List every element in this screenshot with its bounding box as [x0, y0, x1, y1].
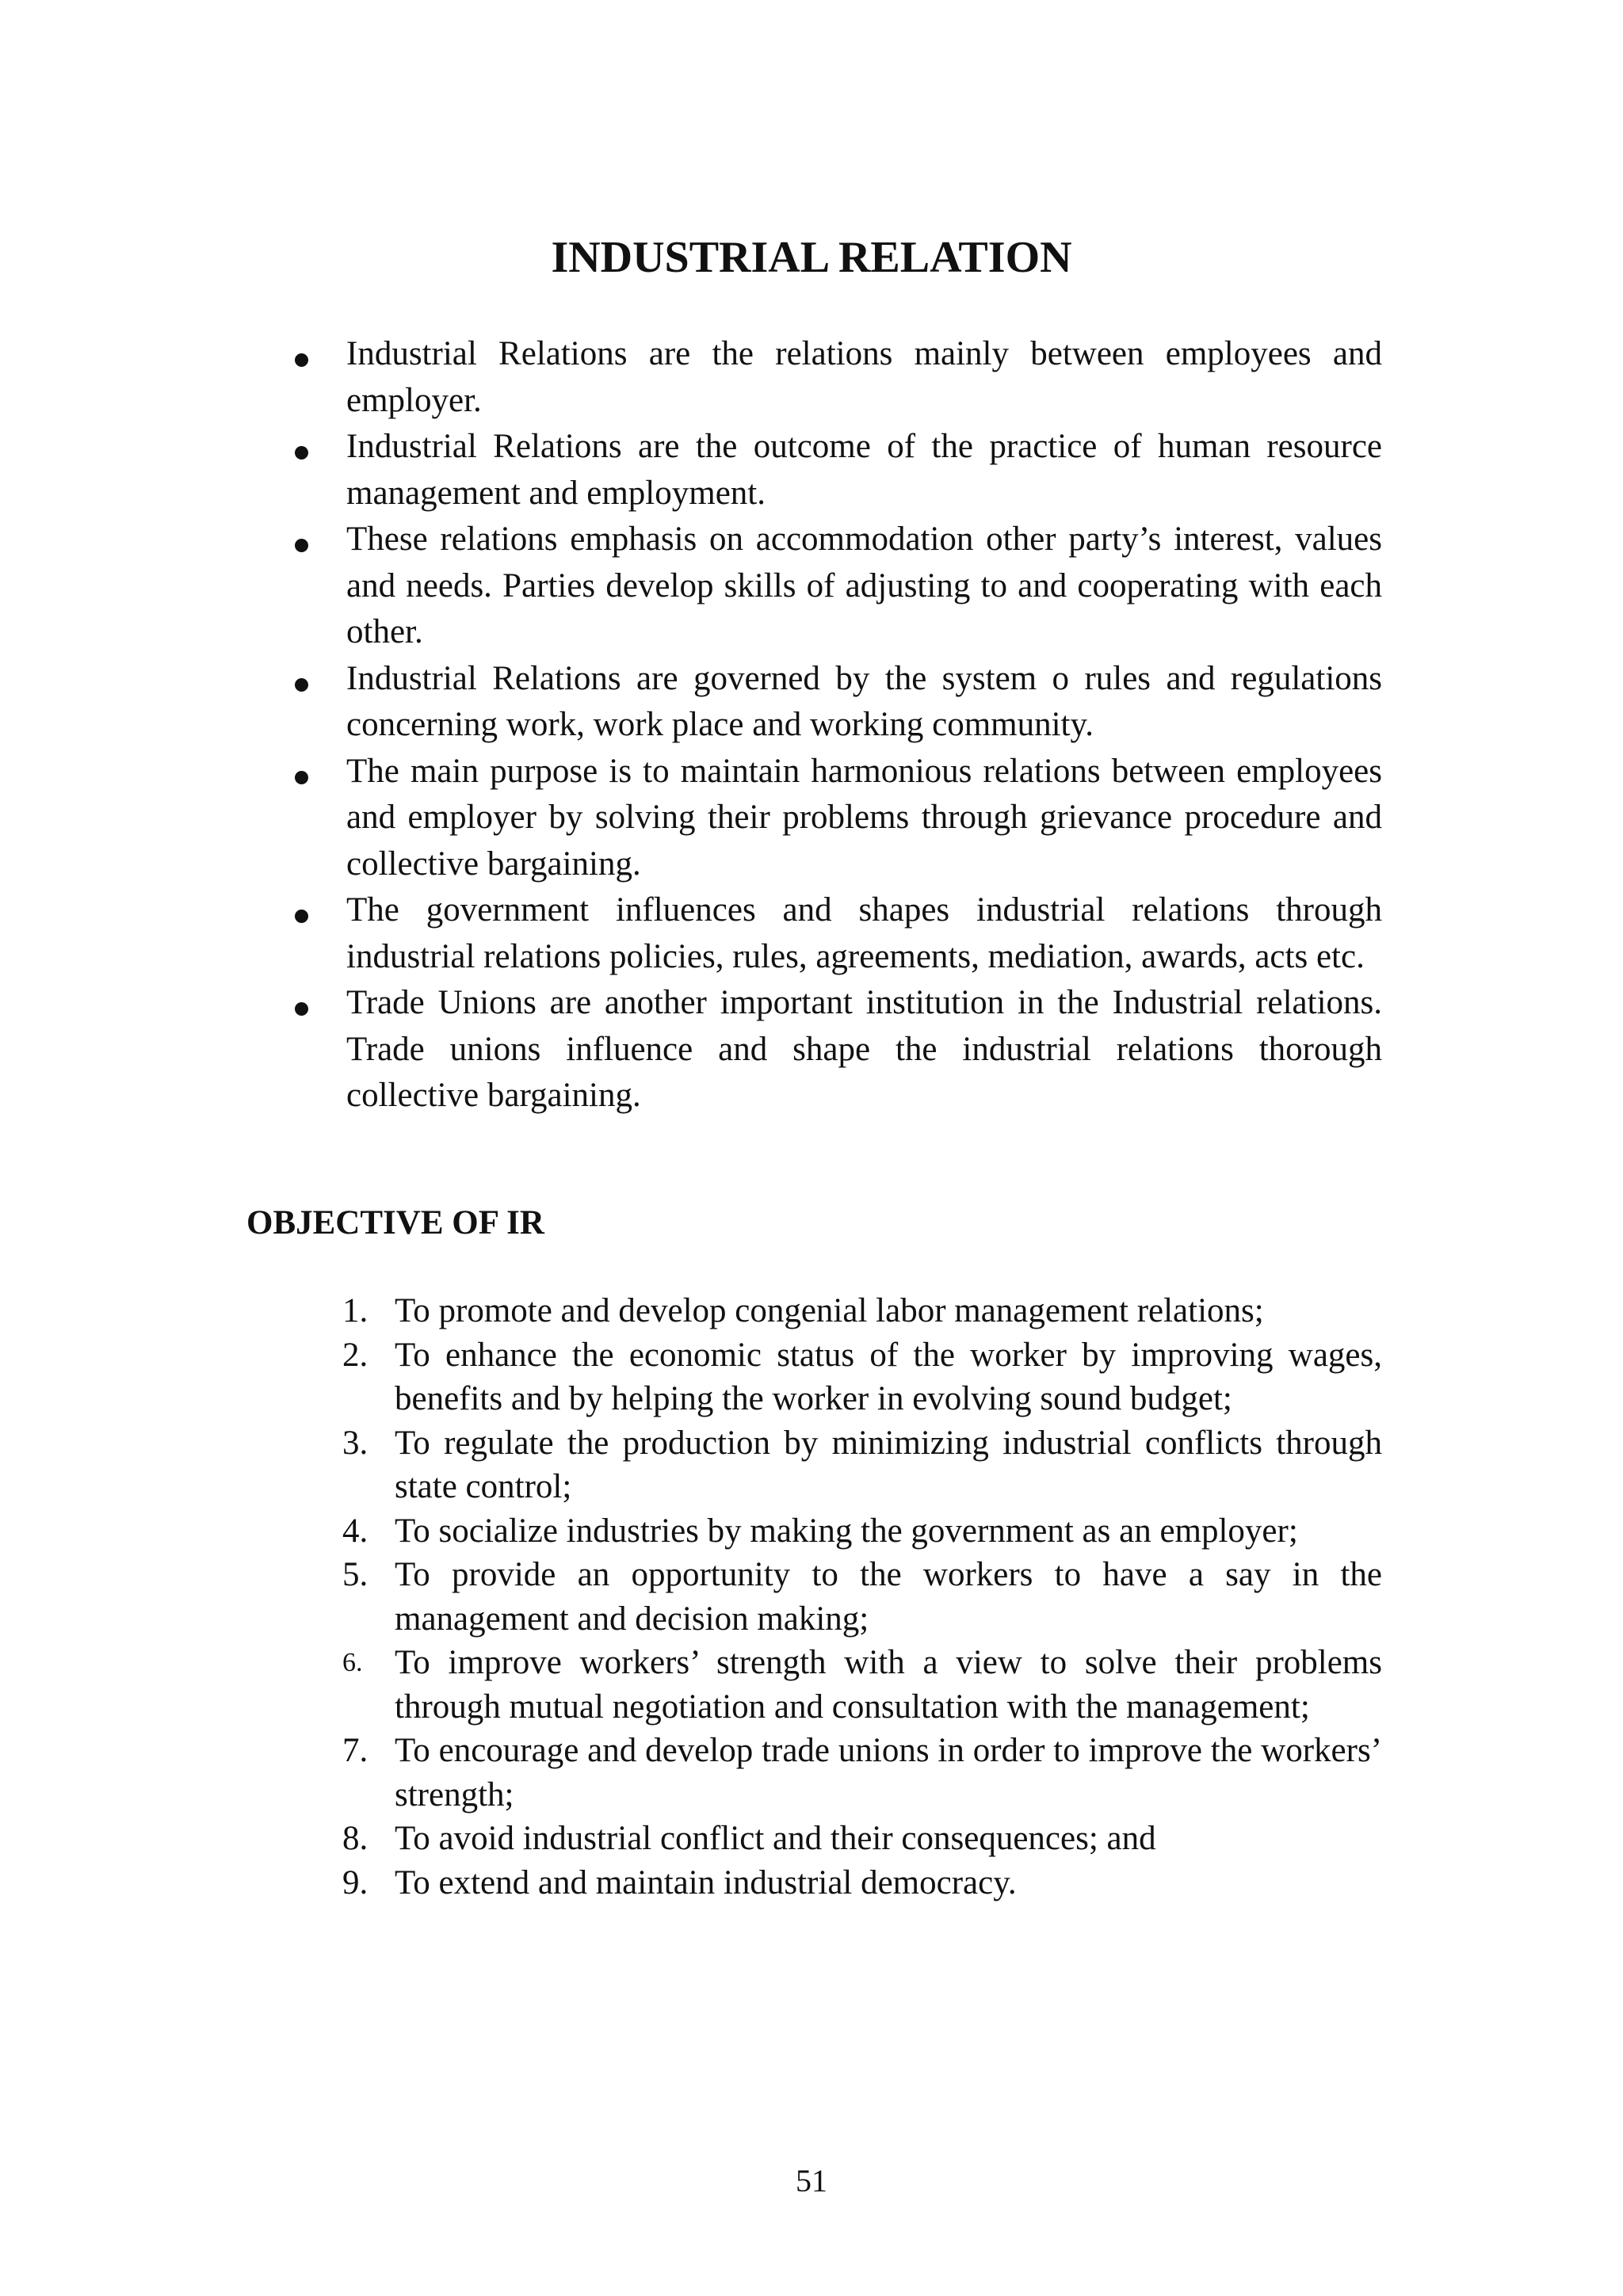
bullet-item	[295, 331, 1382, 424]
bullet-item	[295, 980, 1382, 1119]
bullet-item	[295, 656, 1382, 749]
objective-number: 7.	[342, 1732, 369, 1769]
objective-item	[342, 1333, 1382, 1421]
objective-number: 2.	[342, 1336, 369, 1374]
bullet-item	[295, 749, 1382, 888]
objective-text: To regulate the production by minimizing industrial conflicts through state control;	[395, 1424, 1382, 1505]
bullet-text: These relations emphasis on accommodation other party’s interest, values and needs. Parties develop skills of adjusting to and cooperating with each other.	[346, 521, 1382, 650]
objective-list	[342, 1289, 1382, 1905]
objective-number: 4.	[342, 1512, 369, 1550]
objective-text: To provide an opportunity to the workers to have a say in the management and decision making;	[395, 1556, 1382, 1638]
bullet-icon	[295, 1002, 308, 1016]
bullet-list	[295, 331, 1382, 1119]
objective-item	[342, 1861, 1382, 1905]
bullet-text: The main purpose is to maintain harmonious relations between employees and employer by solving their problems through grievance procedure and collective bargaining.	[346, 752, 1382, 883]
objective-number: 8.	[342, 1820, 369, 1857]
page-title: INDUSTRIAL RELATION	[551, 233, 1072, 282]
bullet-text: Industrial Relations are the outcome of the practice of human resource management and employment.	[346, 428, 1382, 512]
bullet-text: Industrial Relations are the relations mainly between employees and employer.	[346, 335, 1382, 419]
bullet-icon	[295, 678, 308, 692]
bullet-text: Trade Unions are another important institution in the Industrial relations. Trade unions influence and shape the industrial relations thorough collective bargaining.	[346, 984, 1382, 1114]
objective-item	[342, 1641, 1382, 1729]
bullet-text: The government influences and shapes industrial relations through industrial relations policies, rules, agreements, mediation, awards, acts etc.	[346, 891, 1382, 975]
objective-number: 6.	[342, 1648, 363, 1677]
bullet-text: Industrial Relations are governed by the system o rules and regulations concerning work, work place and working community.	[346, 659, 1382, 743]
bullet-item	[295, 517, 1382, 656]
objective-item	[342, 1553, 1382, 1641]
objective-text: To enhance the economic status of the worker by improving wages, benefits and by helping the worker in evolving sound budget;	[395, 1336, 1382, 1417]
objective-number: 1.	[342, 1292, 369, 1329]
objective-text: To extend and maintain industrial democracy.	[395, 1863, 1017, 1901]
objective-text: To socialize industries by making the government as an employer;	[395, 1512, 1298, 1550]
objective-item	[342, 1817, 1382, 1861]
bullet-icon	[295, 910, 308, 923]
objective-text: To avoid industrial conflict and their consequences; and	[395, 1820, 1156, 1857]
objective-text: To encourage and develop trade unions in order to improve the workers’ strength;	[395, 1732, 1382, 1814]
page-number: 51	[796, 2163, 827, 2199]
objective-item	[342, 1421, 1382, 1509]
objective-number: 3.	[342, 1424, 369, 1462]
section-heading: OBJECTIVE OF IR	[246, 1204, 544, 1241]
objective-text: To improve workers’ strength with a view to solve their problems through mutual negotiation and consultation with the management;	[395, 1644, 1382, 1726]
objective-item	[342, 1289, 1382, 1333]
objective-item	[342, 1509, 1382, 1554]
bullet-icon	[295, 446, 308, 460]
objective-item	[342, 1729, 1382, 1817]
bullet-icon	[295, 771, 308, 784]
bullet-icon	[295, 539, 308, 552]
objective-text: To promote and develop congenial labor management relations;	[395, 1292, 1264, 1329]
bullet-item	[295, 424, 1382, 517]
bullet-icon	[295, 353, 308, 367]
bullet-item	[295, 887, 1382, 980]
objective-number: 9.	[342, 1863, 369, 1901]
objective-number: 5.	[342, 1556, 369, 1593]
